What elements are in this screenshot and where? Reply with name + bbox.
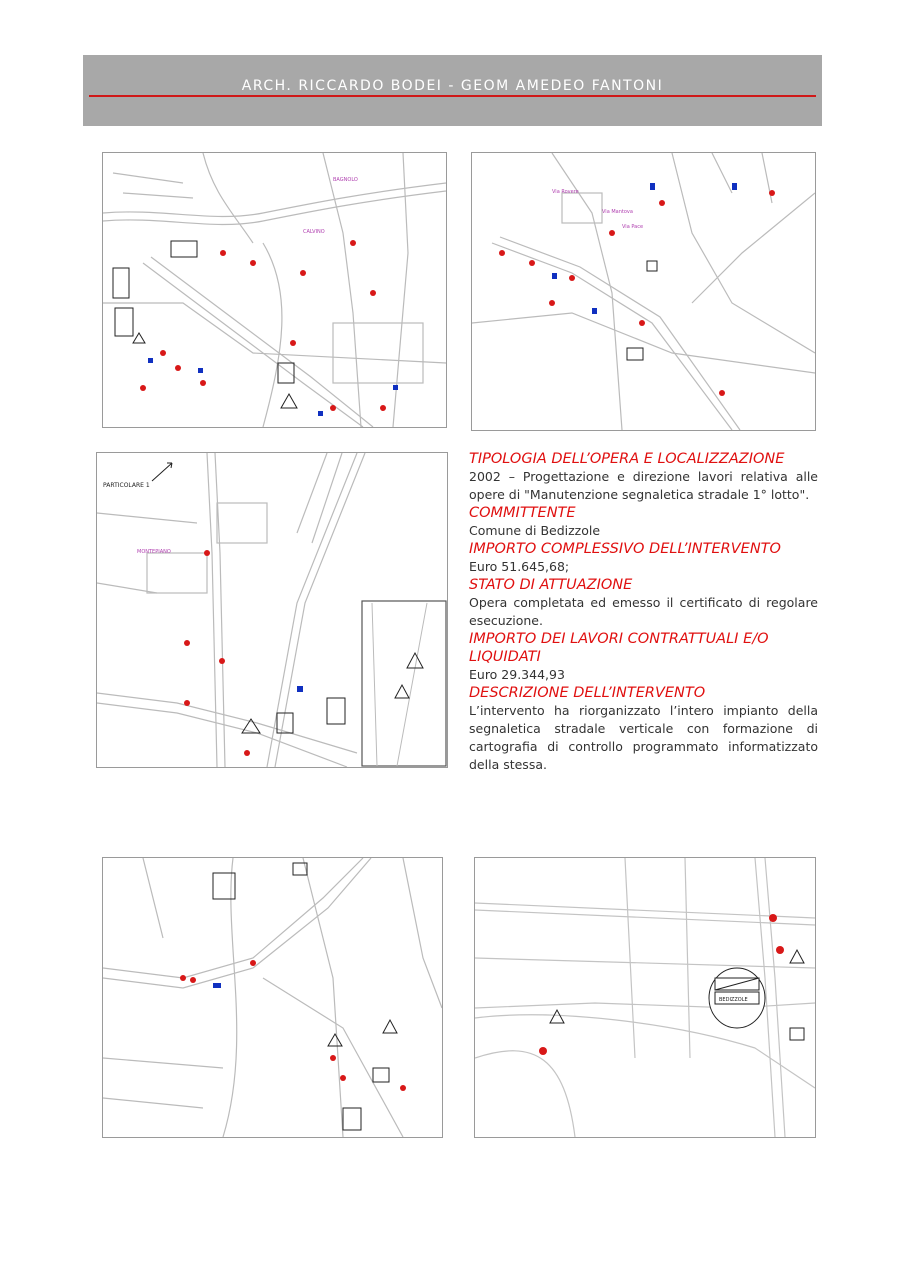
tipologia-heading: TIPOLOGIA DELL’OPERA E LOCALIZZAZIONE: [469, 451, 785, 467]
map-label: BEDIZZOLE: [719, 997, 748, 1003]
map-bottom-left-drawing: [103, 858, 442, 1137]
map-label: PARTICOLARE 1: [103, 482, 150, 489]
map-middle-left-drawing: [97, 453, 447, 767]
map-top-right-drawing: [472, 153, 815, 430]
importo-text: Euro 51.645,68;: [469, 559, 570, 574]
descrizione-heading: DESCRIZIONE DELL’INTERVENTO: [469, 685, 706, 701]
map-label: Via Pace: [622, 224, 644, 230]
committente-text: Comune di Bedizzole: [469, 523, 601, 538]
lavori-text: Euro 29.344,93: [469, 667, 565, 682]
committente-heading: COMMITTENTE: [469, 505, 576, 521]
map-top-left-drawing: [103, 153, 446, 427]
map-label: Via Mantova: [602, 209, 633, 215]
header-red-rule: [89, 95, 816, 97]
header-band: [83, 55, 822, 126]
map-label: MONTEPIANO: [137, 549, 171, 555]
stato-heading: STATO DI ATTUAZIONE: [469, 577, 633, 593]
map-bottom-right: [474, 857, 816, 1138]
map-top-right: [471, 152, 816, 431]
stato-text: Opera completata ed emesso il certificato di regolare esecuzione.: [469, 595, 818, 628]
lavori-heading: IMPORTO DEI LAVORI CONTRATTUALI E/O LIQUIDATI: [469, 631, 769, 665]
header-title: ARCH. RICCARDO BODEI - GEOM AMEDEO FANTONI: [241, 78, 664, 94]
map-label: CALVINO: [303, 229, 325, 235]
map-label: BAGNOLO: [333, 177, 358, 183]
map-top-left: [102, 152, 447, 428]
map-bottom-right-drawing: [475, 858, 815, 1137]
map-bottom-left: [102, 857, 443, 1138]
descrizione-text: L’intervento ha riorganizzato l’intero impianto della segnaletica stradale verticale con formazione di cartografia di controllo programmato informatizzato della stessa.: [469, 703, 818, 772]
map-middle-left: [96, 452, 448, 768]
map-label: Via Rovere: [552, 189, 579, 195]
project-info: [469, 450, 818, 774]
tipologia-text: 2002 – Progettazione e direzione lavori relativa alle opere di "Manutenzione segnaletica stradale 1° lotto".: [469, 469, 818, 502]
importo-heading: IMPORTO COMPLESSIVO DELL’INTERVENTO: [469, 541, 781, 557]
